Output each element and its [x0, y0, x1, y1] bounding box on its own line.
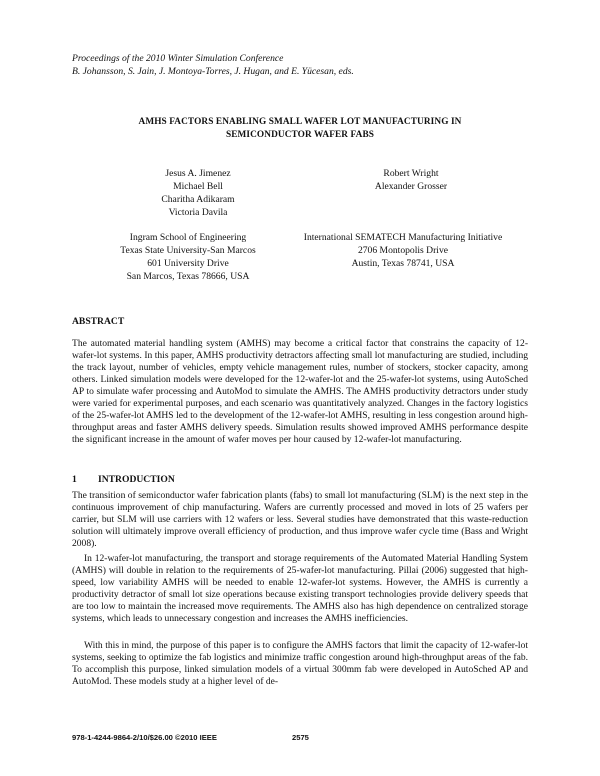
page-number: 2575 — [292, 733, 309, 742]
abstract-heading: ABSTRACT — [72, 316, 125, 327]
abstract-text: The automated material handling system (AMHS) may become a critical factor that constrains the capacity of 12-wafer-lot systems. In this paper, AMHS productivity detractors affecting small lot manufacturing are studied, including the track layout, number of vehicles, empty vehicle management rules, number of stockers, stocker capacity, among others. Linked simulation models were developed for the 12-wafer-lot and the 25-wafer-lot systems, using AutoSched AP to simulate wafer processing and AutoMod to simulate the AMHS. The AMHS productivity detractors under study were varied for experimental purposes, and each scenario was quantitatively analyzed. Changes in the factory logistics of the 25-wafer-lot AMHS led to the development of the 12-wafer-lot AMHS, resulting in less congestion around high-throughput areas and faster AMHS delivery speeds. Simulation results showed improved AMHS performance despite the significant increase in the amount of wafer moves per hour caused by 12-wafer-lot manufacturing. — [72, 338, 528, 445]
affiliation-line: Austin, Texas 78741, USA — [351, 258, 455, 269]
affiliation-line: 2706 Montopolis Drive — [357, 245, 449, 256]
section-number: 1 — [72, 474, 77, 485]
author-name: Victoria Davila — [168, 207, 228, 218]
affiliation-line: Ingram School of Engineering — [129, 232, 247, 243]
affiliation-right — [300, 231, 506, 270]
authors-left — [120, 167, 276, 219]
section-title: INTRODUCTION — [98, 474, 175, 485]
footer-isbn: 978-1-4244-9864-2/10/$26.00 ©2010 IEEE — [72, 733, 217, 742]
author-name: Alexander Grosser — [374, 181, 448, 192]
intro-paragraph-1: The transition of semiconductor wafer fabrication plants (fabs) to small lot manufacturing (SLM) is the next step in the continuous improvement of chip manufacturing. Wafers are currently processed and moved in lots of 25 wafers per carrier, but SLM will use carriers with 12 wafers or less. Several studies have demonstrated that this waste-reduction solution will ultimately improve overall efficiency of production, and thus improve wafer cycle time (Bass and Wright 2008). — [72, 490, 528, 549]
introduction-heading — [72, 474, 175, 485]
intro-paragraph-3: With this in mind, the purpose of this paper is to configure the AMHS factors that limit the capacity of 12-wafer-lot systems, seeking to optimize the fab logistics and minimize traffic congestion around high-throughput areas of the fab. To accomplish this purpose, linked simulation models of a virtual 300mm fab were developed in AutoSched AP and AutoMod. These models study at a higher level of de- — [72, 640, 528, 687]
proceedings-line: Proceedings of the 2010 Winter Simulation Conference — [72, 53, 284, 64]
editors-line: B. Johansson, S. Jain, J. Montoya-Torres, J. Hugan, and E. Yücesan, eds. — [72, 66, 354, 77]
affiliation-line: Texas State University-San Marcos — [120, 245, 256, 256]
affiliation-line: 601 University Drive — [147, 258, 229, 269]
title-line-1: AMHS FACTORS ENABLING SMALL WAFER LOT MANUFACTURING IN — [138, 117, 462, 127]
author-name: Michael Bell — [173, 181, 223, 192]
paper-title — [72, 116, 528, 142]
title-line-2: SEMICONDUCTOR WAFER FABS — [225, 130, 375, 140]
authors-right — [330, 167, 492, 193]
author-name: Charitha Adikaram — [161, 194, 235, 205]
affiliation-left — [88, 231, 288, 283]
affiliation-line: International SEMATECH Manufacturing Initiative — [303, 232, 503, 243]
author-name: Robert Wright — [383, 168, 439, 179]
affiliation-line: San Marcos, Texas 78666, USA — [126, 271, 250, 282]
conference-header — [72, 52, 354, 78]
author-name: Jesus A. Jimenez — [165, 168, 231, 179]
intro-paragraph-2: In 12-wafer-lot manufacturing, the transport and storage requirements of the Automated Material Handling System (AMHS) will double in relation to the requirements of 25-wafer-lot manufacturing. Pillai (2006) suggested that high-speed, low variability AMHS will be needed to enable 12-wafer-lot systems. However, the AMHS is currently a productivity detractor of small lot size operations because existing transport technologies provide delivery speeds that are too low to maintain the increased move requirements. The AMHS also has high dependence on centralized storage systems, which leads to unnecessary congestion and increases the AMHS inefficiencies. — [72, 553, 528, 624]
